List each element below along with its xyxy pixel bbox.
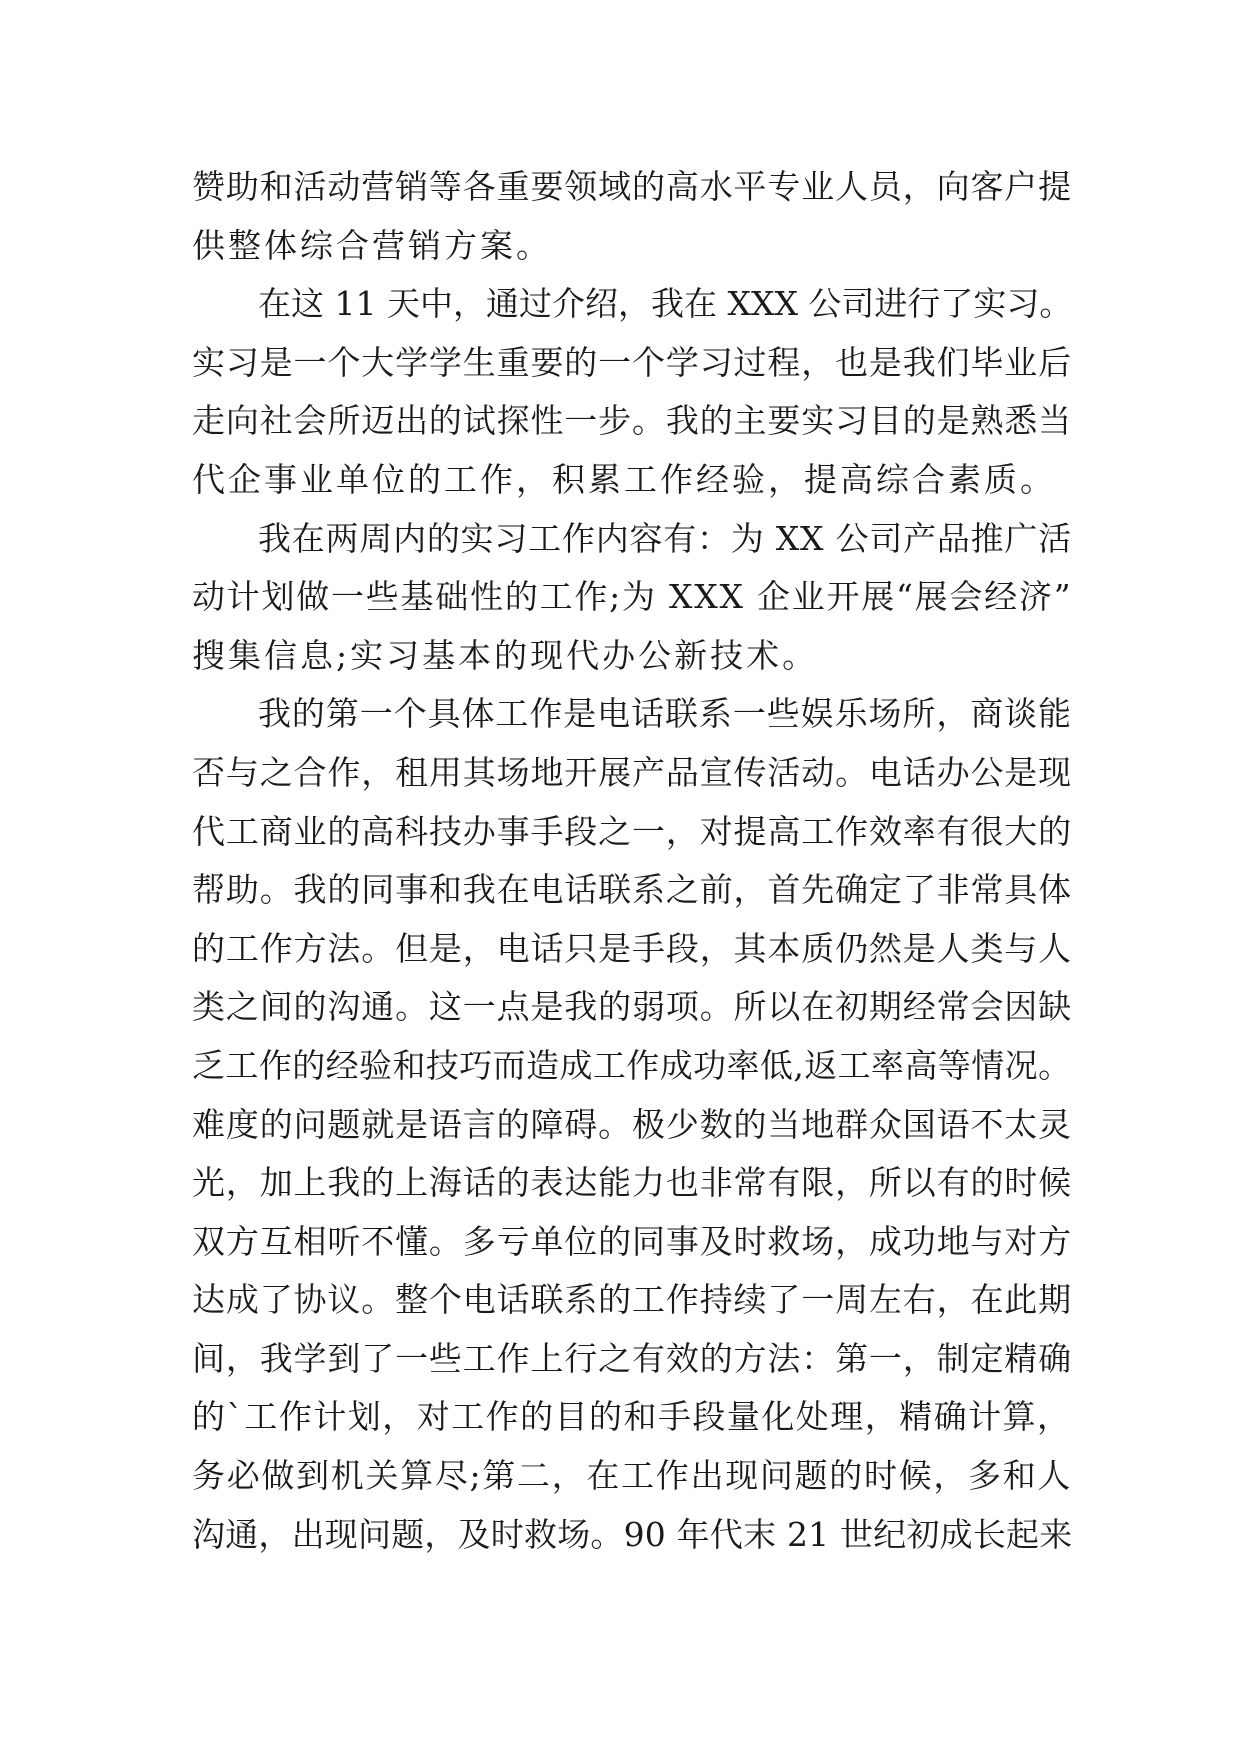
text-line: 务必做到机关算尽;第二，在工作出现问题的时候，多和人 bbox=[192, 1456, 1073, 1496]
text-line: 搜集信息;实习基本的现代办公新技术。 bbox=[192, 635, 819, 675]
text-line: 供整体综合营销方案。 bbox=[192, 225, 552, 265]
text-line: 乏工作的经验和技巧而造成工作成功率低,返工率高等情况。 bbox=[192, 1045, 1072, 1085]
text-line: 光，加上我的上海话的表达能力也非常有限，所以有的时候 bbox=[192, 1163, 1072, 1203]
text-line: 在这 11 天中，通过介绍，我在 XXX 公司进行了实习。 bbox=[258, 284, 1073, 324]
text-line: 难度的问题就是语言的障碍。极少数的当地群众国语不太灵 bbox=[192, 1104, 1072, 1144]
text-line: 动计划做一些基础性的工作;为 XXX 企业开展“展会经济” bbox=[192, 577, 1073, 617]
text-line: 我的第一个具体工作是电话联系一些娱乐场所，商谈能 bbox=[258, 694, 1072, 734]
text-line: 代企事业单位的工作，积累工作经验，提高综合素质。 bbox=[192, 459, 1056, 499]
text-line: 走向社会所迈出的试探性一步。我的主要实习目的是熟悉当 bbox=[192, 401, 1072, 441]
text-line: 赞助和活动营销等各重要领域的高水平专业人员，向客户提 bbox=[192, 167, 1072, 206]
text-line: 帮助。我的同事和我在电话联系之前，首先确定了非常具体 bbox=[192, 870, 1072, 910]
text-line: 沟通，出现问题，及时救场。90 年代末 21 世纪初成长起来 bbox=[192, 1514, 1073, 1554]
text-line: 类之间的沟通。这一点是我的弱项。所以在初期经常会因缺 bbox=[192, 987, 1072, 1027]
text-line: 的工作方法。但是，电话只是手段，其本质仍然是人类与人 bbox=[192, 928, 1072, 968]
text-line: 否与之合作，租用其场地开展产品宣传活动。电话办公是现 bbox=[192, 752, 1072, 792]
text-line: 我在两周内的实习工作内容有：为 XX 公司产品推广活 bbox=[258, 518, 1072, 558]
text-line: 实习是一个大学学生重要的一个学习过程，也是我们毕业后 bbox=[192, 342, 1072, 382]
text-line: 间，我学到了一些工作上行之有效的方法：第一，制定精确 bbox=[192, 1338, 1072, 1378]
text-line: 代工商业的高科技办事手段之一，对提高工作效率有很大的 bbox=[192, 811, 1072, 851]
body-text bbox=[192, 158, 1072, 1564]
text-line: 的`工作计划，对工作的目的和手段量化处理，精确计算， bbox=[192, 1397, 1072, 1437]
text-line: 达成了协议。整个电话联系的工作持续了一周左右，在此期 bbox=[192, 1280, 1072, 1320]
text-line: 双方互相听不懂。多亏单位的同事及时救场，成功地与对方 bbox=[192, 1221, 1072, 1261]
